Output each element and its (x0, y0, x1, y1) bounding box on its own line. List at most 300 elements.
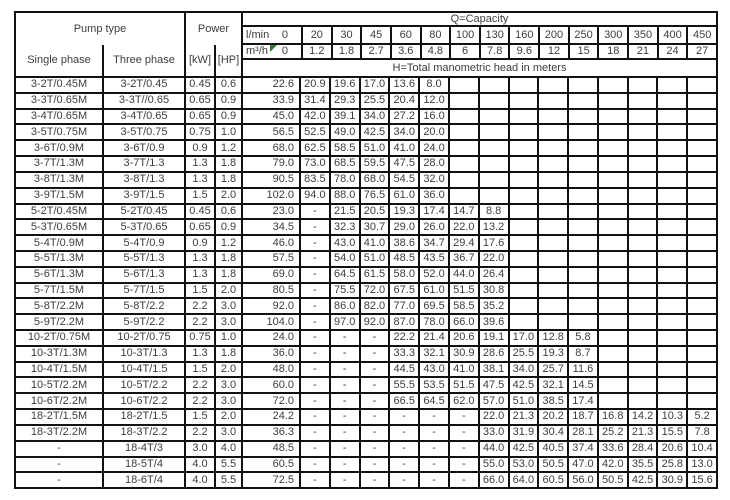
cell-head: 20.6 (656, 442, 686, 456)
cell-head (448, 125, 478, 139)
cell-hp: 3.0 (214, 299, 241, 313)
cell-head: 52.0 (418, 268, 448, 282)
cell-hp: 3.0 (214, 394, 241, 408)
cell-kw: 1.5 (184, 410, 214, 424)
cell-head: 34.0 (388, 125, 418, 139)
cell-head: 20.4 (388, 94, 418, 108)
cell-head: 48.5 (388, 252, 418, 266)
cell-head: 82.0 (359, 299, 389, 313)
cell-three-phase: 10-3T/1.3 (102, 347, 184, 361)
cell-head: 51.0 (359, 141, 389, 155)
cell-kw: 3.0 (184, 442, 214, 456)
cell-head (567, 125, 597, 139)
cell-head: 37.4 (567, 442, 597, 456)
cell-head: 22.2 (388, 331, 418, 345)
m3h-value: 7.8 (479, 45, 509, 58)
cell-kw: 1.5 (184, 189, 214, 203)
cell-head (597, 299, 627, 313)
cell-head (686, 299, 716, 313)
cell-single-phase: 18-2T/1.5M (30, 410, 88, 423)
table-row (16, 78, 716, 94)
pump-type-header: Pump type (73, 22, 127, 35)
cell-head (508, 173, 538, 187)
cell-head: - (299, 378, 329, 392)
cell-head: 66.5 (388, 394, 418, 408)
cell-three-phase: 5-3T/0.65 (102, 220, 184, 234)
cell-head: 104.0 (241, 315, 299, 329)
cell-head: 47.5 (478, 378, 508, 392)
cell-head: 38.6 (388, 236, 418, 250)
cell-head (627, 94, 657, 108)
cell-head: - (299, 315, 329, 329)
cell-head: 102.0 (241, 189, 299, 203)
cell-head: - (329, 442, 359, 456)
cell-head: 5.2 (686, 410, 716, 424)
cell-head: 61.0 (418, 284, 448, 298)
cell-kw: 0.9 (184, 236, 214, 250)
cell-kw: 0.65 (184, 110, 214, 124)
m3h-value: 27 (686, 45, 716, 58)
cell-head: - (299, 205, 329, 219)
cell-single-phase: 10-6T/2.2M (30, 394, 88, 407)
cell-head: 5.8 (567, 331, 597, 345)
cell-head (597, 110, 627, 124)
table-row (16, 299, 716, 315)
cell-head (656, 125, 686, 139)
cell-head: 22.0 (478, 410, 508, 424)
cell-head: 40.5 (537, 442, 567, 456)
cell-head: 13.0 (686, 458, 716, 472)
cell-head: - (359, 378, 389, 392)
cell-head (686, 252, 716, 266)
cell-head (508, 125, 538, 139)
cell-head: 61.5 (359, 268, 389, 282)
cell-head: 11.6 (567, 363, 597, 377)
cell-single-phase: 5-9T/2.2M (33, 315, 85, 328)
cell-head: 49.0 (329, 125, 359, 139)
cell-head: 34.7 (418, 236, 448, 250)
cell-head: 33.3 (388, 347, 418, 361)
cell-head (656, 394, 686, 408)
cell-head: 22.6 (241, 78, 299, 92)
cell-head (448, 173, 478, 187)
cell-head (656, 236, 686, 250)
cell-head: 32.1 (418, 347, 448, 361)
lmin-value: 20 (301, 27, 331, 43)
cell-head: 42.5 (508, 442, 538, 456)
cell-head (627, 110, 657, 124)
cell-hp: 0.6 (214, 205, 241, 219)
cell-head (627, 189, 657, 203)
lmin-value: 450 (686, 27, 716, 43)
cell-head: 36.7 (448, 252, 478, 266)
cell-head (686, 78, 716, 92)
m3h-value: 12 (538, 45, 568, 58)
cell-head: 94.0 (299, 189, 329, 203)
cell-head (567, 78, 597, 92)
cell-kw: 2.2 (184, 378, 214, 392)
cell-three-phase: 10-2T/0.75 (102, 331, 184, 345)
cell-head (537, 205, 567, 219)
cell-head (686, 220, 716, 234)
cell-head (567, 284, 597, 298)
cell-single-phase: 3-7T/1.3M (33, 157, 85, 170)
cell-kw: 1.5 (184, 363, 214, 377)
cell-head (597, 157, 627, 171)
cell-head: 26.0 (418, 220, 448, 234)
cell-head: - (329, 363, 359, 377)
cell-head (508, 236, 538, 250)
cell-head: 28.4 (627, 442, 657, 456)
cell-head: 38.1 (478, 363, 508, 377)
cell-head: 41.0 (388, 141, 418, 155)
cell-kw: 1.3 (184, 157, 214, 171)
cell-head: 51.5 (448, 284, 478, 298)
cell-head: 46.0 (241, 236, 299, 250)
cell-head (537, 141, 567, 155)
cell-hp: 3.0 (214, 315, 241, 329)
cell-head: 42.5 (359, 125, 389, 139)
cell-head (508, 268, 538, 282)
cell-head: 25.8 (656, 458, 686, 472)
cell-head: - (299, 220, 329, 234)
m3h-value: 3.6 (390, 45, 420, 58)
cell-head: 17.0 (508, 331, 538, 345)
table-row (16, 473, 716, 487)
cell-head (597, 205, 627, 219)
cell-single-phase: - (57, 442, 61, 455)
cell-head (656, 268, 686, 282)
cell-head (627, 125, 657, 139)
cell-kw: 1.3 (184, 252, 214, 266)
cell-head: 62.0 (448, 394, 478, 408)
cell-head: 32.0 (418, 173, 448, 187)
cell-head (597, 141, 627, 155)
cell-head: 50.5 (537, 458, 567, 472)
cell-head: 62.5 (299, 141, 329, 155)
cell-head: 77.0 (388, 299, 418, 313)
cell-single-phase: 10-2T/0.75M (27, 331, 91, 344)
cell-head: 64.5 (418, 394, 448, 408)
cell-head (448, 78, 478, 92)
cell-head (656, 363, 686, 377)
cell-head: 64.0 (508, 473, 538, 487)
cell-three-phase: 3-5T/0.75 (102, 125, 184, 139)
cell-head: - (329, 426, 359, 440)
cell-head: - (299, 394, 329, 408)
cell-head: 57.0 (478, 394, 508, 408)
lmin-value: 130 (479, 27, 509, 43)
cell-head (537, 268, 567, 282)
cell-single-phase: 10-5T/2.2M (30, 378, 88, 391)
cell-head (627, 378, 657, 392)
cell-hp: 1.8 (214, 347, 241, 361)
cell-head: 54.5 (388, 173, 418, 187)
cell-head (627, 157, 657, 171)
cell-head: 34.0 (359, 110, 389, 124)
table-row (16, 458, 716, 474)
cell-head (508, 157, 538, 171)
cell-head: 10.4 (686, 442, 716, 456)
cell-head (656, 157, 686, 171)
cell-three-phase: 5-6T/1.3 (102, 268, 184, 282)
cell-hp: 2.0 (214, 363, 241, 377)
cell-head (656, 220, 686, 234)
cell-head (686, 268, 716, 282)
cell-head: 30.8 (478, 284, 508, 298)
cell-head: 20.5 (359, 205, 389, 219)
cell-head: 43.5 (418, 252, 448, 266)
cell-head (537, 252, 567, 266)
cell-head (567, 220, 597, 234)
cell-head: 51.0 (359, 252, 389, 266)
cell-head: 51.5 (448, 378, 478, 392)
cell-head: 20.9 (299, 78, 329, 92)
cell-head: 14.5 (567, 378, 597, 392)
cell-head (448, 157, 478, 171)
cell-head: - (448, 473, 478, 487)
cell-head (567, 236, 597, 250)
cell-head: 8.8 (478, 205, 508, 219)
cell-head (686, 141, 716, 155)
cell-head: - (359, 347, 389, 361)
m3h-value: 1.2 (301, 45, 331, 58)
cell-head: 14.7 (448, 205, 478, 219)
cell-head (656, 347, 686, 361)
cell-head: 48.5 (241, 442, 299, 456)
cell-head (508, 315, 538, 329)
cell-head: - (418, 426, 448, 440)
cell-head: 56.5 (241, 125, 299, 139)
cell-head: 17.0 (359, 78, 389, 92)
cell-head: 16.0 (418, 110, 448, 124)
table-row (16, 410, 716, 426)
cell-head: 53.0 (508, 458, 538, 472)
cell-head: 57.5 (241, 252, 299, 266)
cell-head: 86.0 (329, 299, 359, 313)
cell-head (597, 284, 627, 298)
cell-head: - (359, 473, 389, 487)
cell-kw: 2.2 (184, 299, 214, 313)
cell-head (478, 78, 508, 92)
cell-head: 53.5 (418, 378, 448, 392)
cell-three-phase: 3-3T//0.65 (102, 94, 184, 108)
m3h-value: 6 (449, 45, 479, 58)
cell-three-phase: 18-5T/4 (102, 458, 184, 472)
lmin-value: 60 (390, 27, 420, 43)
cell-head: - (299, 299, 329, 313)
cell-head: 47.5 (388, 157, 418, 171)
cell-head: - (359, 394, 389, 408)
cell-head: 36.0 (418, 189, 448, 203)
cell-hp: 2.0 (214, 284, 241, 298)
m3h-value: 18 (597, 45, 627, 58)
table-row (16, 173, 716, 189)
lmin-value: 0 (281, 28, 288, 41)
cell-head (627, 363, 657, 377)
cell-head (627, 78, 657, 92)
cell-head: 28.6 (478, 347, 508, 361)
hp-header: [HP] (214, 45, 241, 76)
m3h-value: 24 (657, 45, 687, 58)
m3h-value: 4.8 (420, 45, 450, 58)
cell-head: 90.5 (241, 173, 299, 187)
cell-head (656, 315, 686, 329)
cell-head (567, 205, 597, 219)
cell-head (656, 94, 686, 108)
cell-head: 16.8 (597, 410, 627, 424)
cell-head: 38.5 (537, 394, 567, 408)
cell-head: 88.0 (329, 189, 359, 203)
cell-head (656, 141, 686, 155)
cell-head (656, 205, 686, 219)
cell-head: 78.0 (329, 173, 359, 187)
cell-head (478, 157, 508, 171)
cell-head: 45.0 (241, 110, 299, 124)
cell-head (597, 236, 627, 250)
cell-head (656, 252, 686, 266)
cell-hp: 0.9 (214, 220, 241, 234)
cell-three-phase: 3-4T/0.65 (102, 110, 184, 124)
cell-head (508, 284, 538, 298)
cell-single-phase: 3-2T/0.45M (30, 78, 88, 91)
cell-single-phase: 3-4T/0.65M (30, 110, 88, 123)
cell-head (627, 220, 657, 234)
lmin-label-cell (243, 27, 301, 43)
cell-head: 60.5 (241, 458, 299, 472)
cell-head: 10.3 (656, 410, 686, 424)
cell-head (567, 141, 597, 155)
cell-head: - (448, 458, 478, 472)
cell-head: 30.9 (448, 347, 478, 361)
cell-head: 22.0 (478, 252, 508, 266)
cell-head: 60.0 (241, 378, 299, 392)
cell-single-phase: 18-3T/2.2M (30, 426, 88, 439)
cell-head: 47.0 (567, 458, 597, 472)
cell-kw: 1.3 (184, 347, 214, 361)
cell-head: - (418, 410, 448, 424)
cell-head: 26.4 (478, 268, 508, 282)
cell-single-phase: 5-3T/0.65M (30, 220, 88, 233)
cell-three-phase: 3-6T/0.9 (102, 141, 184, 155)
cell-three-phase: 5-7T/1.5 (102, 284, 184, 298)
cell-head: 33.6 (597, 442, 627, 456)
cell-head (686, 125, 716, 139)
cell-head (597, 173, 627, 187)
table-row (16, 284, 716, 300)
cell-head: - (359, 442, 389, 456)
table-row (16, 236, 716, 252)
single-phase-header: Single phase (27, 54, 91, 66)
cell-head (597, 331, 627, 345)
cell-kw: 0.9 (184, 141, 214, 155)
cell-head: 24.2 (241, 410, 299, 424)
cell-single-phase: 5-6T/1.3M (33, 268, 85, 281)
cell-head (448, 189, 478, 203)
cell-head: 32.3 (329, 220, 359, 234)
cell-head (627, 268, 657, 282)
cell-head: - (329, 394, 359, 408)
cell-head: - (448, 410, 478, 424)
cell-head: - (388, 410, 418, 424)
table-row (16, 252, 716, 268)
cell-head: 69.5 (418, 299, 448, 313)
table-row (16, 315, 716, 331)
cell-head: 42.5 (627, 473, 657, 487)
cell-kw: 1.3 (184, 268, 214, 282)
cell-hp: 3.0 (214, 378, 241, 392)
cell-head (537, 284, 567, 298)
cell-head: 68.5 (329, 157, 359, 171)
cell-head: - (299, 363, 329, 377)
lmin-value: 300 (597, 27, 627, 43)
cell-head: 97.0 (329, 315, 359, 329)
cell-head (597, 347, 627, 361)
cell-head (686, 157, 716, 171)
table-header (16, 13, 716, 78)
cell-head (656, 299, 686, 313)
cell-head: 27.2 (388, 110, 418, 124)
cell-head (686, 331, 716, 345)
cell-three-phase: 10-6T/2.2 (102, 394, 184, 408)
cell-head: - (448, 442, 478, 456)
cell-head (508, 205, 538, 219)
table-row (16, 442, 716, 458)
cell-head: 48.0 (241, 363, 299, 377)
cell-head (537, 189, 567, 203)
cell-kw: 0.65 (184, 220, 214, 234)
cell-hp: 1.2 (214, 236, 241, 250)
cell-head: 13.6 (388, 78, 418, 92)
cell-head: 72.0 (241, 394, 299, 408)
table-row (16, 157, 716, 173)
cell-head: 35.5 (627, 458, 657, 472)
cell-head: 68.0 (359, 173, 389, 187)
cell-head (627, 141, 657, 155)
cell-head (597, 220, 627, 234)
cell-hp: 1.8 (214, 173, 241, 187)
cell-head: 21.3 (627, 426, 657, 440)
table-row (16, 268, 716, 284)
cell-three-phase: 5-8T/2.2 (102, 299, 184, 313)
cell-head: 35.2 (478, 299, 508, 313)
cell-head: 25.5 (508, 347, 538, 361)
cell-head: 92.0 (241, 299, 299, 313)
lmin-value: 160 (508, 27, 538, 43)
cell-head: 42.0 (597, 458, 627, 472)
cell-head: 72.0 (359, 284, 389, 298)
cell-head (686, 394, 716, 408)
cell-single-phase: 5-8T/2.2M (33, 299, 85, 312)
cell-head (537, 78, 567, 92)
cell-head: 61.0 (388, 189, 418, 203)
cell-head (567, 110, 597, 124)
cell-head: 21.4 (418, 331, 448, 345)
cell-head (508, 141, 538, 155)
cell-head: 13.2 (478, 220, 508, 234)
cell-head (567, 268, 597, 282)
cell-head: 14.2 (627, 410, 657, 424)
cell-head (567, 173, 597, 187)
cell-head: 73.0 (299, 157, 329, 171)
cell-head: - (359, 331, 389, 345)
cell-head (537, 110, 567, 124)
cell-kw: 4.0 (184, 458, 214, 472)
cell-three-phase: 18-6T/4 (102, 473, 184, 487)
cell-hp: 5.5 (214, 458, 241, 472)
cell-head (597, 394, 627, 408)
cell-head (686, 378, 716, 392)
